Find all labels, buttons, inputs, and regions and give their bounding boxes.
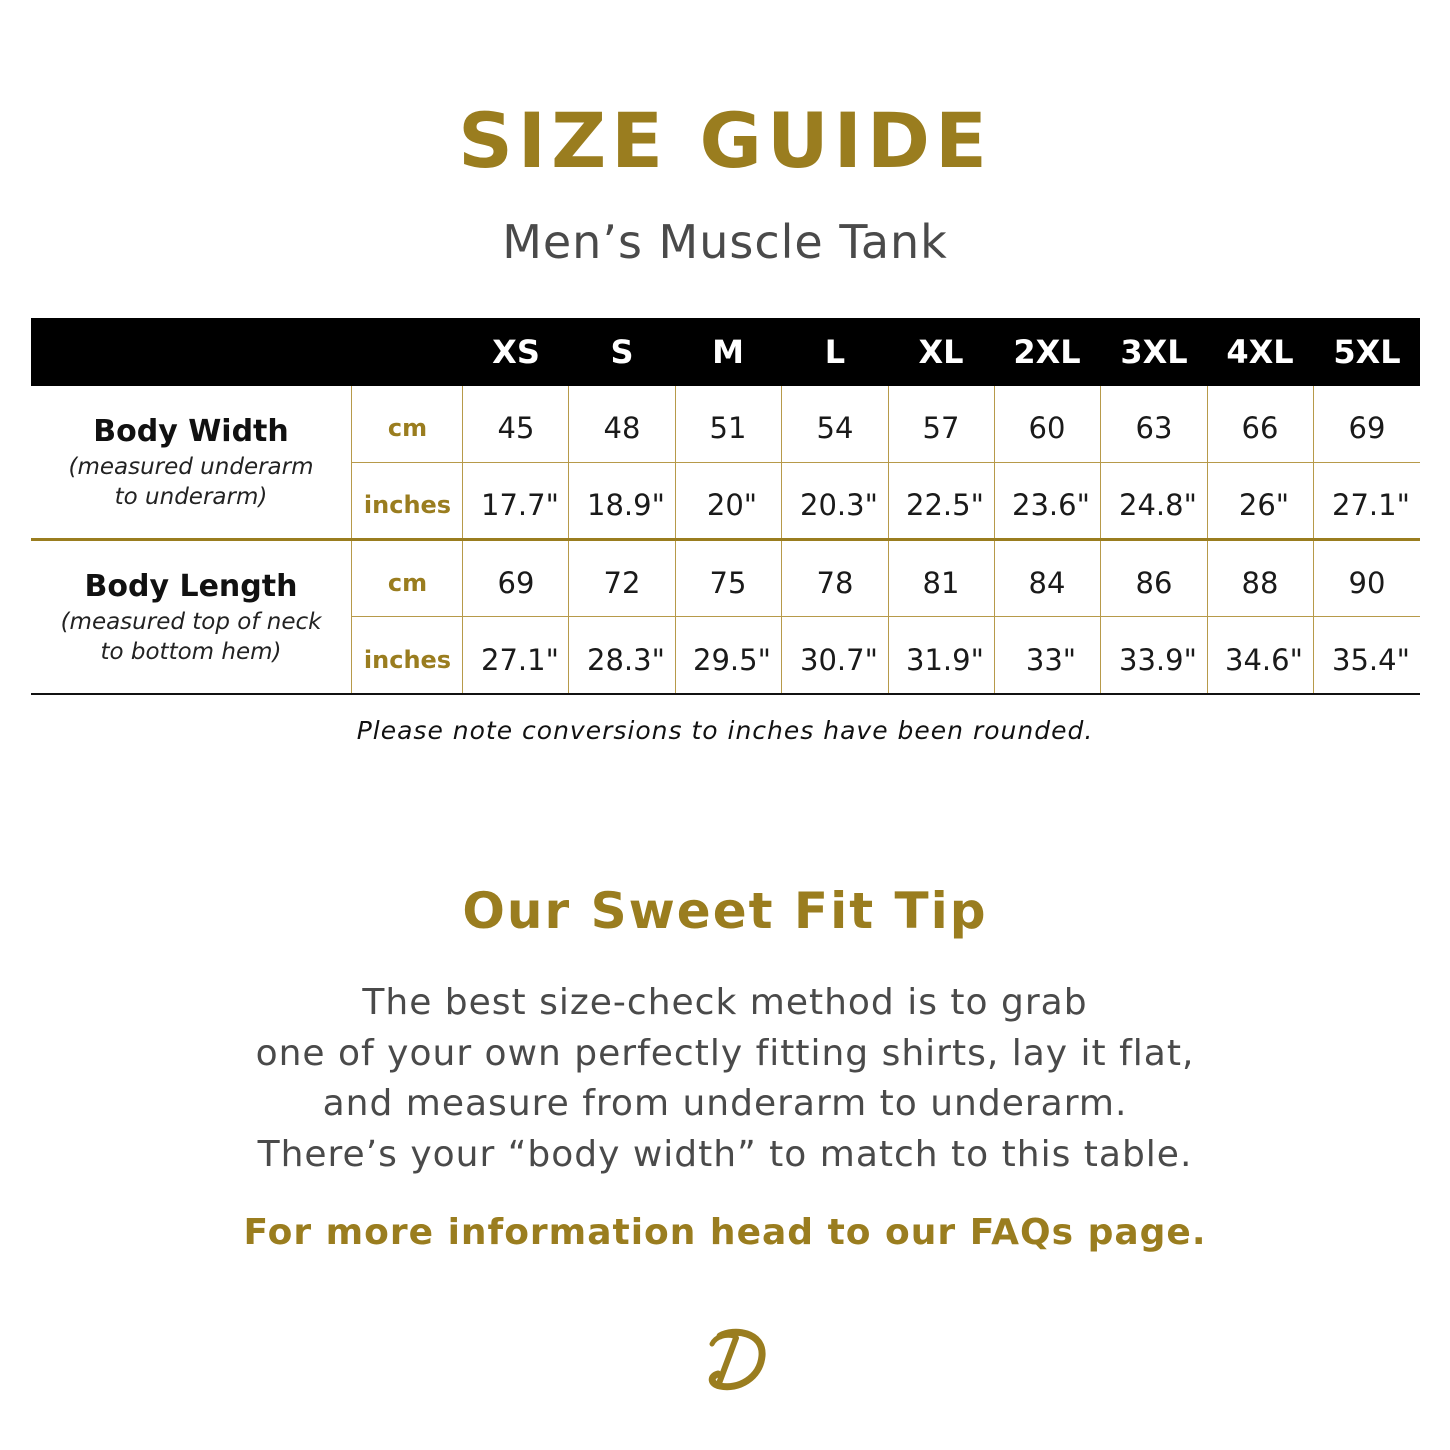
table-cell: 23.6" bbox=[1012, 488, 1090, 522]
table-cell: 20" bbox=[706, 488, 758, 522]
table-cell: 28.3" bbox=[587, 643, 665, 677]
size-header-5xl: 5XL bbox=[1333, 333, 1401, 371]
size-header-3xl: 3XL bbox=[1120, 333, 1188, 371]
fit-tip-line: one of your own perfectly fitting shirts, lay it flat, bbox=[255, 1032, 1195, 1074]
table-cell: 78 bbox=[816, 566, 854, 600]
rounding-note: Please note conversions to inches have been rounded. bbox=[356, 716, 1094, 745]
table-cell: 90 bbox=[1348, 566, 1386, 600]
table-cell: 51 bbox=[709, 411, 747, 445]
table-cell: 81 bbox=[922, 566, 960, 600]
faq-link-text[interactable]: For more information head to our FAQs page. bbox=[243, 1212, 1207, 1253]
unit-label: inches bbox=[363, 646, 452, 674]
size-header-2xl: 2XL bbox=[1013, 333, 1081, 371]
group-note: (measured top of neck bbox=[60, 609, 322, 635]
group-body-width-label bbox=[31, 412, 351, 512]
fit-tip-line: There’s your “body width” to match to this table. bbox=[257, 1133, 1193, 1175]
table-cell: 33" bbox=[1025, 643, 1077, 677]
table-cell: 29.5" bbox=[693, 643, 771, 677]
group-body-length-label bbox=[31, 567, 351, 667]
table-cell: 66 bbox=[1241, 411, 1279, 445]
table-cell: 75 bbox=[709, 566, 747, 600]
table-cell: 18.9" bbox=[587, 488, 665, 522]
table-cell: 54 bbox=[816, 411, 854, 445]
size-header-m: M bbox=[712, 333, 744, 371]
group-title: Body Length bbox=[84, 569, 298, 604]
table-row-divider bbox=[352, 462, 1420, 463]
table-cell: 57 bbox=[922, 411, 960, 445]
size-header-xl: XL bbox=[918, 333, 964, 371]
script-d-logo-icon bbox=[700, 1322, 772, 1394]
table-bottom-border bbox=[31, 693, 1420, 695]
fit-tip-title: Our Sweet Fit Tip bbox=[462, 882, 988, 940]
table-cell: 34.6" bbox=[1225, 643, 1303, 677]
table-cell: 20.3" bbox=[800, 488, 878, 522]
table-cell: 69 bbox=[497, 566, 535, 600]
size-header-xs: XS bbox=[492, 333, 540, 371]
table-row-divider bbox=[352, 616, 1420, 617]
fit-tip-line: The best size-check method is to grab bbox=[362, 982, 1088, 1023]
product-subtitle: Men’s Muscle Tank bbox=[502, 215, 948, 269]
fit-tip-body bbox=[0, 978, 1450, 1180]
table-cell: 22.5" bbox=[906, 488, 984, 522]
table-cell: 17.7" bbox=[481, 488, 559, 522]
group-note: (measured underarm bbox=[68, 454, 314, 480]
size-header-4xl: 4XL bbox=[1226, 333, 1294, 371]
table-cell: 72 bbox=[603, 566, 641, 600]
table-cell: 26" bbox=[1238, 488, 1290, 522]
table-cell: 88 bbox=[1241, 566, 1279, 600]
table-cell: 27.1" bbox=[1332, 488, 1410, 522]
group-title: Body Width bbox=[93, 414, 289, 449]
table-cell: 31.9" bbox=[906, 643, 984, 677]
unit-label: inches bbox=[363, 491, 452, 519]
size-header-s: S bbox=[610, 333, 634, 371]
table-cell: 35.4" bbox=[1332, 643, 1410, 677]
page-title: SIZE GUIDE bbox=[458, 96, 992, 185]
unit-label: cm bbox=[387, 414, 428, 442]
table-cell: 30.7" bbox=[800, 643, 878, 677]
unit-label: cm bbox=[387, 569, 428, 597]
table-cell: 86 bbox=[1135, 566, 1173, 600]
fit-tip-line: and measure from underarm to underarm. bbox=[322, 1083, 1128, 1124]
table-cell: 27.1" bbox=[481, 643, 559, 677]
group-note: to bottom hem) bbox=[100, 639, 282, 665]
table-cell: 69 bbox=[1348, 411, 1386, 445]
table-cell: 33.9" bbox=[1119, 643, 1197, 677]
table-group-divider bbox=[31, 538, 1420, 541]
group-note: to underarm) bbox=[114, 484, 268, 510]
table-cell: 63 bbox=[1135, 411, 1173, 445]
table-cell: 45 bbox=[497, 411, 535, 445]
table-cell: 84 bbox=[1028, 566, 1066, 600]
table-cell: 60 bbox=[1028, 411, 1066, 445]
size-header-l: L bbox=[824, 333, 846, 371]
table-cell: 24.8" bbox=[1119, 488, 1197, 522]
table-header-row bbox=[31, 318, 1420, 386]
table-cell: 48 bbox=[603, 411, 641, 445]
